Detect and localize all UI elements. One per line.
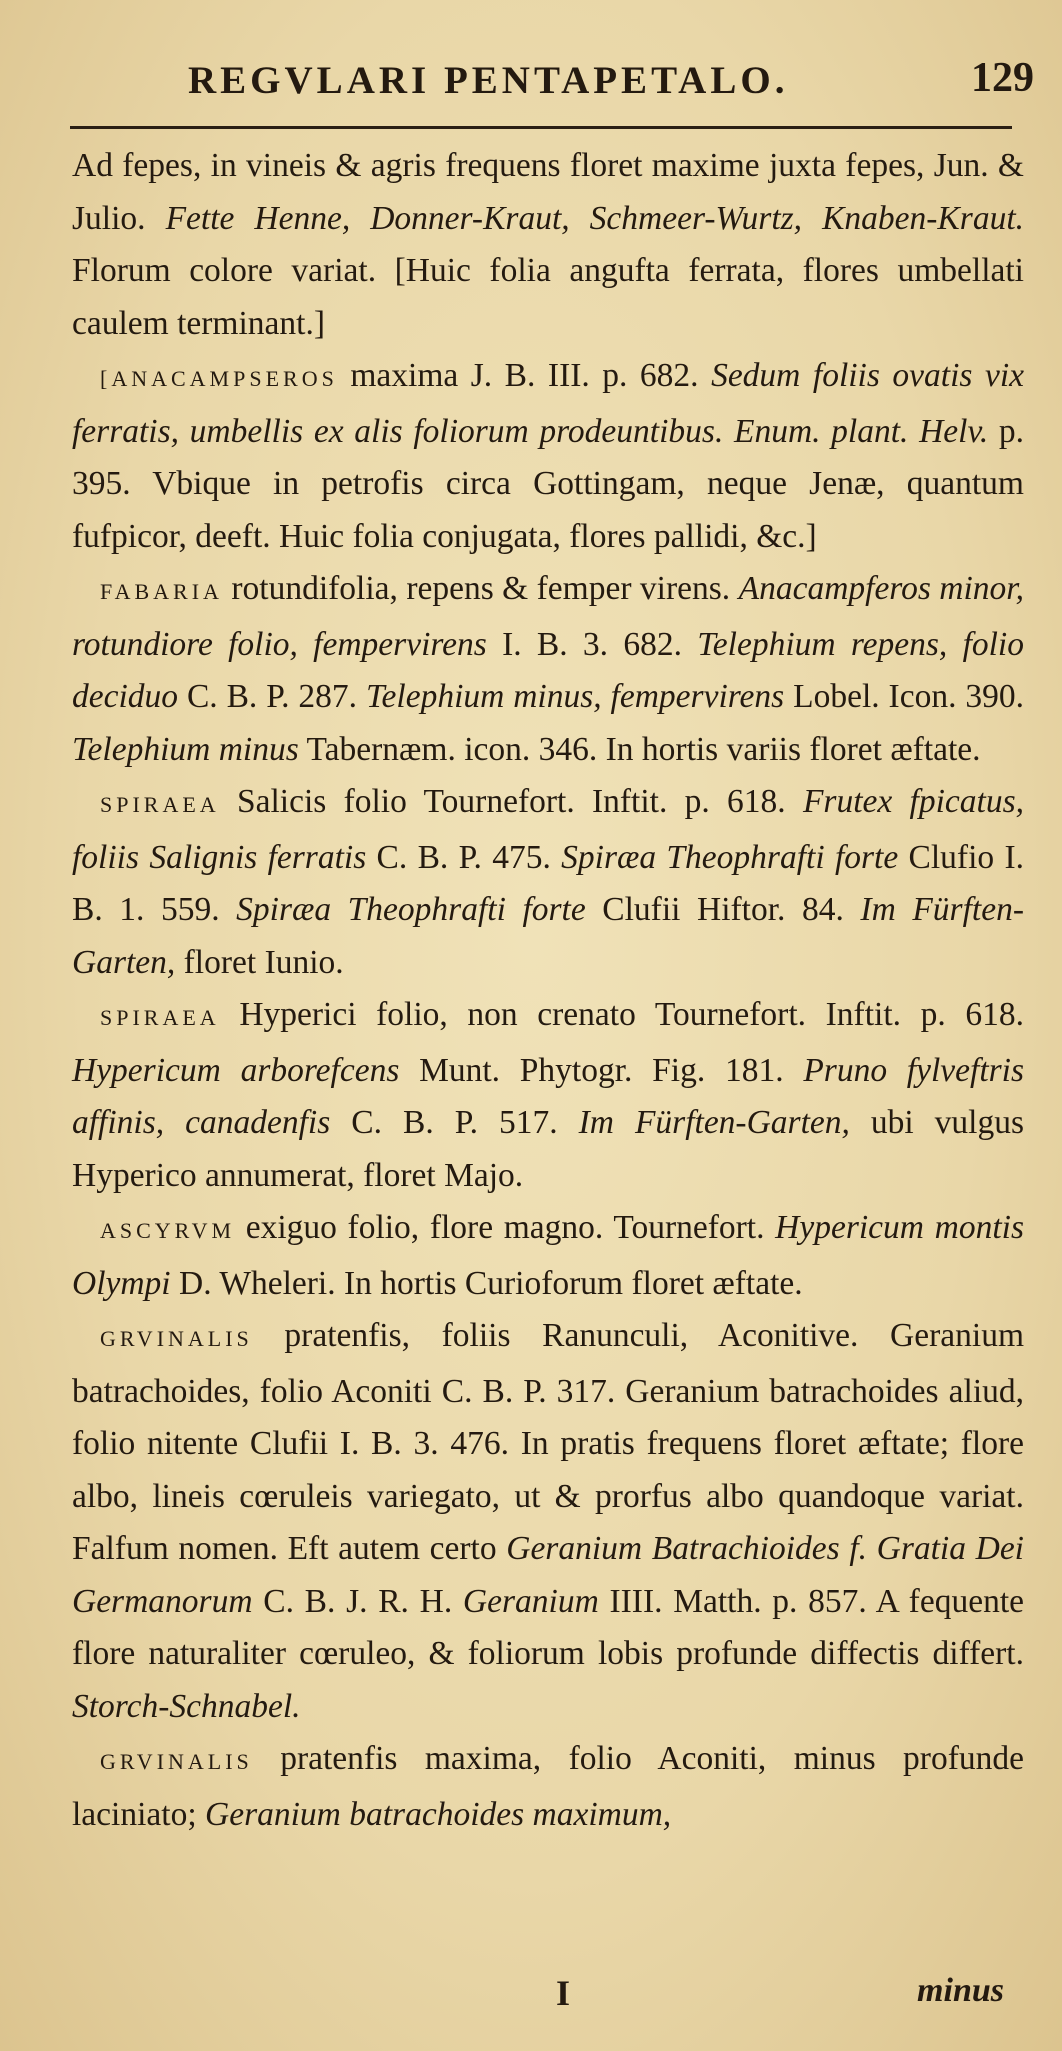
roman-text: Munt. Phytogr. Fig. 181. bbox=[399, 1051, 804, 1089]
italic-text: Hypericum montis Olympi bbox=[72, 1209, 1024, 1302]
italic-text: Sedum foliis ovatis vix ferratis, umbellis ex alis foliorum prodeuntibus. Enum. plant. Helv. bbox=[72, 357, 1024, 450]
entry-paragraph bbox=[72, 1202, 1024, 1310]
page-header bbox=[0, 50, 1062, 110]
italic-text: Storch-Schnabel. bbox=[72, 1687, 301, 1725]
entry-headword: GRVINALIS bbox=[100, 1326, 253, 1351]
page-body bbox=[72, 140, 1024, 1841]
roman-text: rotundifolia, repens & femper virens. bbox=[222, 570, 739, 607]
italic-text: Telephium minus bbox=[72, 730, 299, 768]
italic-text: Spiræa Theophrafti forte bbox=[561, 838, 899, 876]
entry-paragraph bbox=[72, 776, 1024, 989]
header-rule bbox=[70, 126, 1012, 129]
roman-text: maxima J. B. III. p. 682. bbox=[337, 357, 712, 394]
roman-text: Florum colore variat. [Huic folia angufta ferrata, flores umbellati caulem terminant.] bbox=[72, 252, 1024, 342]
italic-text: Geranium batrachoides maximum, bbox=[205, 1795, 672, 1833]
roman-text: C. B. P. 517. bbox=[330, 1104, 579, 1141]
entry-paragraph bbox=[72, 563, 1024, 776]
entry-headword: GRVINALIS bbox=[100, 1749, 253, 1774]
roman-text: Lobel. Icon. 390. bbox=[784, 678, 1024, 715]
roman-text: Salicis folio Tournefort. Inftit. p. 618. bbox=[219, 783, 803, 820]
page-footer bbox=[0, 1970, 1062, 2030]
entry-paragraph bbox=[72, 140, 1024, 350]
entry-headword: FABARIA bbox=[100, 579, 223, 604]
roman-text: floret Iunio. bbox=[175, 943, 344, 981]
italic-text: Hypericum arborefcens bbox=[72, 1051, 400, 1089]
roman-text: Ad fepes, in vineis & agris frequens floret maxime juxta fepes, Jun. & Julio. bbox=[72, 147, 1024, 237]
entry-headword: [ANACAMPSEROS bbox=[100, 366, 338, 391]
entry-paragraph bbox=[72, 1310, 1024, 1733]
entry-paragraph bbox=[72, 350, 1024, 563]
italic-text: Frutex fpicatus, foliis Salignis ferratis bbox=[72, 783, 1025, 876]
roman-text: Hyperici folio, non crenato Tournefort. Inftit. p. 618. bbox=[219, 996, 1024, 1033]
signature-mark: I bbox=[556, 1973, 571, 2013]
page-number: 129 bbox=[971, 55, 1034, 101]
running-head: REGVLARI PENTAPETALO. bbox=[188, 59, 789, 102]
italic-text: Spiræa Theophrafti forte bbox=[236, 891, 586, 928]
italic-text: Telephium minus, fempervirens bbox=[365, 678, 785, 715]
italic-text: Telephium repens, folio deciduo bbox=[72, 625, 1024, 715]
roman-text: ubi vulgus Hyperico annumerat, floret Majo. bbox=[72, 1104, 1025, 1194]
roman-text: IIII. Matth. p. 857. A fequente flore naturaliter cœruleo, & foliorum lobis profunde diffectis differt. bbox=[72, 1582, 1024, 1672]
entry-headword: SPIRAEA bbox=[100, 792, 220, 817]
italic-text: Anacampferos minor, rotundiore folio, fempervirens bbox=[72, 570, 1025, 663]
italic-text: Fette Henne, Donner-Kraut, Schmeer-Wurtz, Knaben-Kraut. bbox=[165, 199, 1024, 237]
italic-text: Pruno fylveftris affinis, canadenfis bbox=[72, 1051, 1025, 1141]
entry-headword: SPIRAEA bbox=[100, 1005, 220, 1030]
roman-text: pratenfis, foliis Ranunculi, Aconitive. Geranium batrachoides, folio Aconiti C. B. P. 317. Geranium batrachoides aliud, folio nitente Clufii I. B. 3. 476. In pratis frequens floret æftate; flore albo, lineis cœruleis variegato, ut & prorfus albo quandoque variat. Falfum nomen. Eft autem certo bbox=[72, 1317, 1024, 1567]
roman-text: p. 395. Vbique in petrofis circa Gottingam, neque Jenæ, quantum fufpicor, deeft. Huic folia conjugata, flores pallidi, &c.] bbox=[72, 412, 1024, 555]
italic-text: Im Fürften-Garten, bbox=[72, 891, 1024, 981]
entry-headword: ASCYRVM bbox=[100, 1218, 236, 1243]
catchword: minus bbox=[917, 1972, 1004, 2009]
roman-text: C. B. P. 287. bbox=[178, 678, 366, 715]
roman-text: Clufii Hiftor. 84. bbox=[585, 891, 861, 928]
entry-paragraph bbox=[72, 1733, 1024, 1841]
roman-text: C. B. P. 475. bbox=[366, 838, 562, 876]
roman-text: pratenfis maxima, folio Aconiti, minus profunde laciniato; bbox=[72, 1740, 1024, 1833]
italic-text: Geranium Batrachioides f. Gratia Dei Germanorum bbox=[72, 1530, 1024, 1620]
roman-text: Tabernæm. icon. 346. In hortis variis floret æftate. bbox=[298, 730, 981, 768]
entry-paragraph bbox=[72, 989, 1024, 1202]
roman-text: Clufio I. B. 1. 559. bbox=[72, 838, 1024, 928]
roman-text: exiguo folio, flore magno. Tournefort. bbox=[235, 1209, 776, 1246]
roman-text: D. Wheleri. In hortis Curioforum floret æftate. bbox=[170, 1264, 803, 1302]
roman-text: I. B. 3. 682. bbox=[486, 625, 698, 663]
roman-text: C. B. J. R. H. bbox=[252, 1582, 463, 1620]
italic-text: Im Fürften-Garten, bbox=[578, 1104, 850, 1141]
italic-text: Geranium bbox=[462, 1582, 599, 1620]
